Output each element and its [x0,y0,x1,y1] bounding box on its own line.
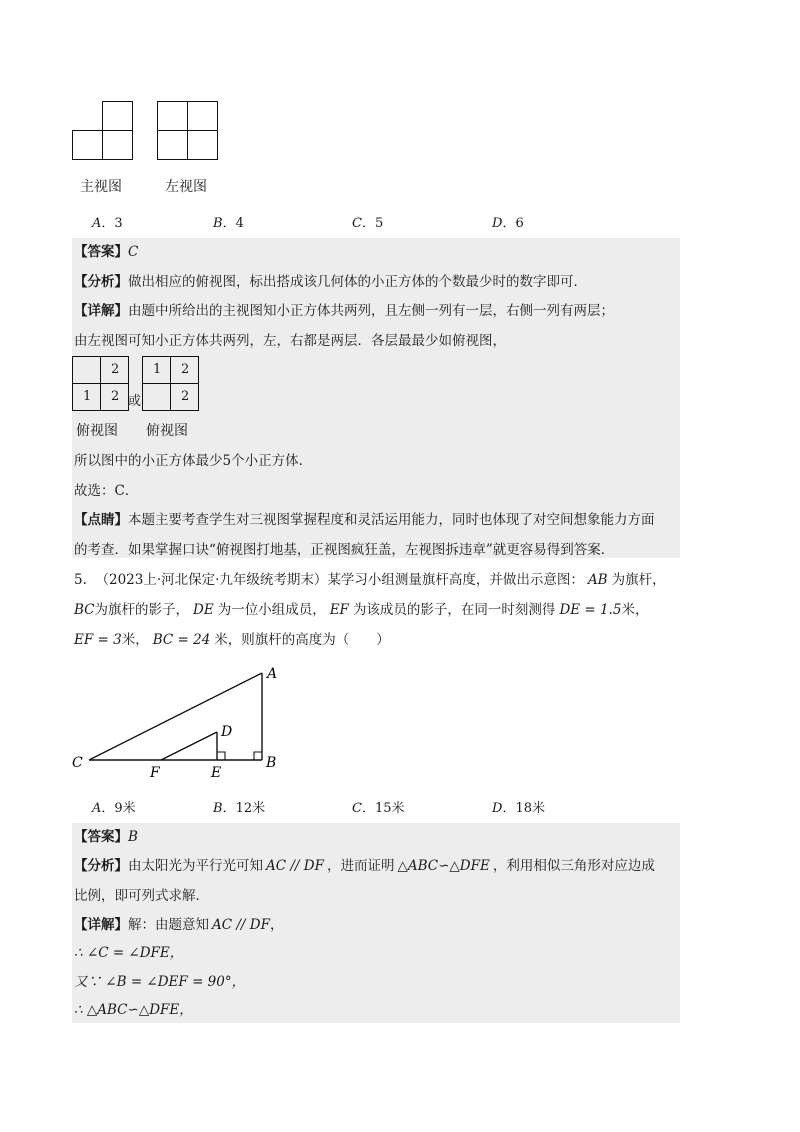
label-f: F [150,765,160,781]
top-b-cell-2 [142,383,171,411]
q4-detail-line-1: 【详解】由题中所给出的主视图知小正方体共两列，且左侧一列有一层，右侧一列有两层； [74,303,614,319]
top-b-cell-1: 2 [170,356,199,384]
option-d[interactable]: D．18米 [492,801,545,816]
right-angle-e [217,752,225,760]
q5-stem-line-3: EF = 3米， BC = 24 米，则旗杆的高度为（ ） [74,632,390,648]
q5-analysis-line-1: 【分析】由太阳光为平行光可知 AC // DF ，进而证明 △ABC∽△DFE ，利用相似三角形对应边成 [74,858,655,874]
top-a-cell-2: 1 [72,383,101,411]
left-view-cell-bottom-left [157,130,188,160]
left-view-cell-top-right [187,101,218,131]
left-view-cell-bottom-right [187,130,218,160]
flagpole-figure [66,660,296,785]
line-fd [161,732,217,760]
q5-detail-line-1: 【详解】解：由题意知 AC // DF， [74,917,284,933]
top-view-a-label: 俯视图 [76,423,118,439]
option-b[interactable]: B．4 [213,216,244,231]
option-a[interactable]: A．9米 [92,801,136,816]
q5-stem-line-1: 5. （2023上·河北保定·九年级统考期末）某学习小组测量旗杆高度，并做出示意图： AB 为旗杆， [74,572,666,588]
top-view-b-label: 俯视图 [146,423,188,439]
left-view-label: 左视图 [165,179,207,195]
label-b: B [266,755,277,771]
q5-analysis-line-2: 比例，即可列式求解． [74,888,209,904]
label-a: A [267,666,278,682]
q5-answer: 【答案】B [74,829,138,845]
top-b-cell-0: 1 [142,356,171,384]
option-c[interactable]: C．15米 [352,801,405,816]
q4-comment-line-1: 【点睛】本题主要考查学生对三视图掌握程度和灵活运用能力，同时也体现了对空间想象能力方面 [74,512,655,528]
front-view-cell-top-right [102,101,133,131]
q4-comment-line-2: 的考查．如果掌握口诀“俯视图打地基，正视图疯狂盖，左视图拆违章”就更容易得到答案． [74,542,615,558]
q5-step-2: 又∵ ∠B = ∠DEF = 90°， [74,974,246,990]
q5-step-1: ∴ ∠C = ∠DFE， [74,945,184,961]
q4-conclusion: 所以图中的小正方体最少5个小正方体． [74,453,313,469]
label-e: E [211,765,222,781]
top-a-cell-0 [72,356,101,384]
option-c[interactable]: C．5 [352,216,384,231]
front-view-cell-bottom-left [72,130,103,160]
option-a[interactable]: A．3 [92,216,123,231]
label-d: D [221,724,233,740]
q4-analysis: 【分析】做出相应的俯视图，标出搭成该几何体的小正方体的个数最少时的数字即可． [74,274,587,290]
option-b[interactable]: B．12米 [213,801,266,816]
q5-step-3: ∴ △ABC∽△DFE， [74,1002,193,1018]
front-view-cell-bottom-right [102,130,133,160]
q4-answer: 【答案】C [74,244,139,260]
line-ca [89,673,262,760]
option-d[interactable]: D．6 [492,216,524,231]
q4-detail-line-2: 由左视图可知小正方体共两列，左，右都是两层．各层最最少如俯视图， [74,333,506,349]
q5-stem-line-2: BC为旗杆的影子， DE 为一位小组成员， EF 为该成员的影子，在同一时刻测得 DE = 1.5米， [74,602,649,618]
top-a-cell-3: 2 [100,383,129,411]
right-angle-b [254,752,262,760]
top-b-cell-3: 2 [170,383,199,411]
left-view-cell-top-left [157,101,188,131]
label-c: C [72,755,83,771]
q4-choice: 故选：C． [74,483,139,499]
front-view-label: 主视图 [80,179,122,195]
top-a-cell-1: 2 [100,356,129,384]
or-connector: 或 [128,394,142,409]
